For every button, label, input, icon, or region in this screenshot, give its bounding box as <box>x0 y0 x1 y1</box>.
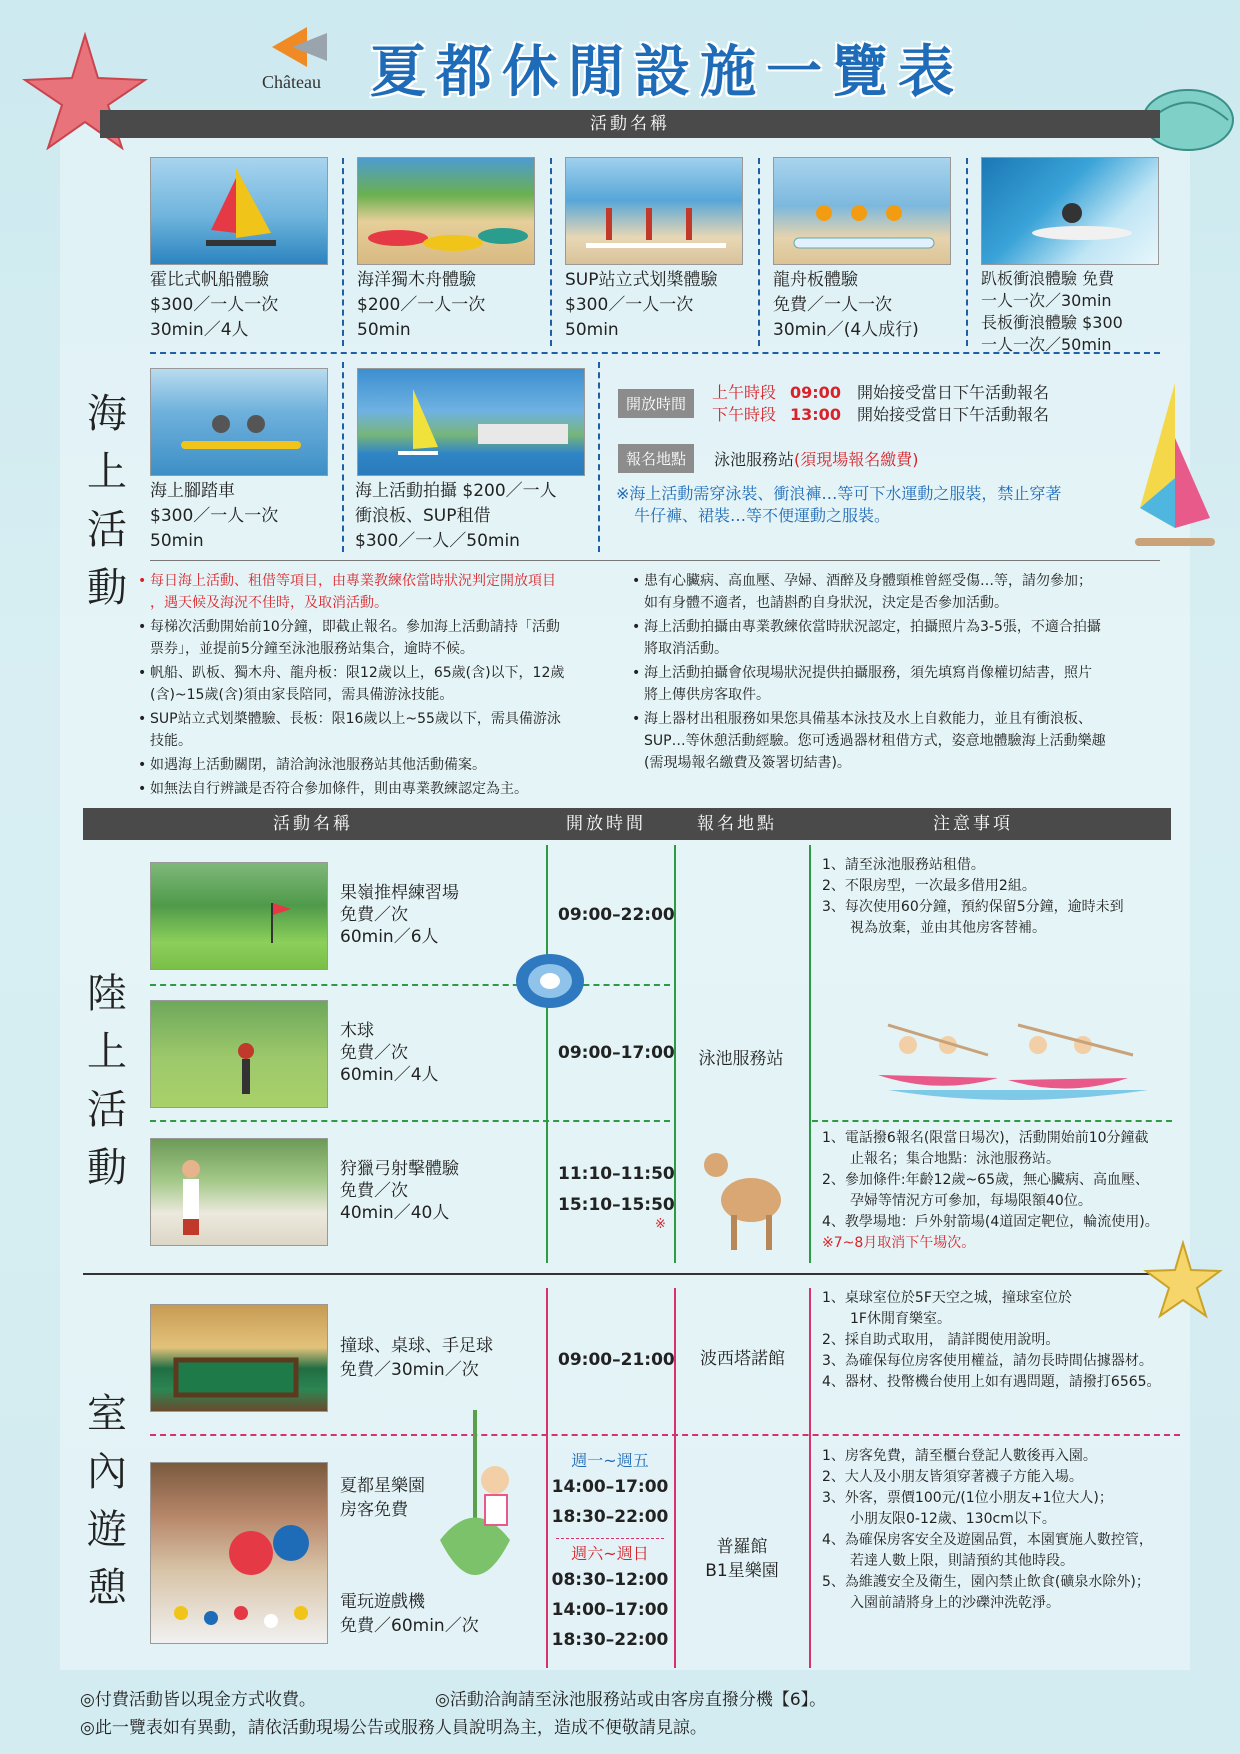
divider <box>550 158 552 346</box>
grid-line <box>674 845 676 1263</box>
caption-line: $200／一人一次 <box>357 295 486 315</box>
rule-line: 每日海上活動、租借等項目，由專業教練依當時狀況判定開放項目 <box>150 573 556 589</box>
rule-item <box>632 616 1164 660</box>
reg-place-note: (須現場報名繳費) <box>794 450 919 469</box>
notes-archery <box>822 1128 1159 1254</box>
sea-label-char: 海 <box>87 391 127 437</box>
notes-kids <box>822 1446 1153 1614</box>
caption-line: 電玩遊戲機 <box>340 1592 425 1612</box>
grid-dash <box>150 1434 1180 1436</box>
caption-surf <box>981 268 1123 356</box>
rules-left <box>138 570 620 802</box>
bullet: • <box>138 665 147 681</box>
notes-golf <box>822 855 1124 939</box>
divider <box>150 352 1160 354</box>
page-title: 夏都休閒設施一覽表 <box>370 40 964 105</box>
caption-line: 免費／一人一次 <box>773 295 892 315</box>
rule-line: 技能。 <box>150 733 192 749</box>
photo-dragon-board <box>773 157 951 265</box>
sea-section-label <box>82 385 132 617</box>
am-slot <box>712 382 1049 404</box>
rule-line: (需現場報名繳費及簽署切結書)。 <box>644 755 851 771</box>
bullet: • <box>138 619 147 635</box>
caption-sup <box>565 268 718 343</box>
photo-sup <box>565 157 743 265</box>
land-label-char: 上 <box>87 1029 127 1075</box>
note-line: 2、大人及小朋友皆須穿著襪子方能入場。 <box>822 1469 1083 1485</box>
swing-girl-illustration <box>410 1410 550 1605</box>
caption-line: 50min <box>565 320 619 340</box>
note-line: 孕婦等情況方可參加，每場限額40位。 <box>850 1193 1092 1209</box>
am-time: 09:00 <box>790 383 841 402</box>
land-label-char: 陸 <box>87 971 127 1017</box>
note-line: 5、為維護安全及衛生，園內禁止飲食(礦泉水除外)； <box>822 1574 1150 1590</box>
grid-dash <box>150 1120 670 1122</box>
divider <box>342 158 344 346</box>
rule-item <box>632 662 1164 706</box>
billiard-table-icon <box>151 1305 327 1411</box>
divider <box>966 158 968 346</box>
deer-illustration <box>686 1135 801 1255</box>
footer-contact: ◎活動洽詢請至泳池服務站或由客房直撥分機【6】。 <box>435 1690 827 1710</box>
note-line: 止報名；集合地點：泳池服務站。 <box>850 1151 1060 1167</box>
note-line: 1、電話撥6報名(限當日場次)，活動開始前10分鐘截 <box>822 1130 1149 1146</box>
rule-line: (含)~15歲(含)須由家長陪同，需具備游泳技能。 <box>150 687 454 703</box>
footer-disclaimer: ◎此一覽表如有異動，請依活動現場公告或服務人員說明為主，造成不便敬請見諒。 <box>80 1718 707 1738</box>
weekend-time-1: 08:30–12:00 <box>551 1570 669 1590</box>
divider <box>342 362 344 552</box>
sailboat-icon <box>358 369 584 475</box>
bullet: • <box>632 711 641 727</box>
photo-kids-park <box>150 1462 328 1644</box>
kids-place-line: 普羅館 <box>716 1537 768 1557</box>
ball-pit-icon <box>151 1463 327 1643</box>
sea-label-char: 動 <box>87 565 127 611</box>
note-line: 2、採自助式取用， 請詳閱使用說明。 <box>822 1332 1060 1348</box>
rule-item <box>138 778 620 800</box>
divider <box>598 362 600 552</box>
weekend-time-2: 14:00–17:00 <box>551 1600 669 1620</box>
note-line: 4、教學場地：戶外射箭場(4道固定靶位，輪流使用)。 <box>822 1214 1159 1230</box>
caption-line: 免費／30min／次 <box>340 1360 479 1380</box>
land-label-char: 動 <box>87 1145 127 1191</box>
pm-label: 下午時段 <box>712 405 777 424</box>
windsurf-icon <box>1130 378 1220 568</box>
kids-place-line: B1星樂園 <box>705 1561 779 1581</box>
note-line: 1、請至泳池服務站租借。 <box>822 857 985 873</box>
rule-line: 將取消活動。 <box>644 641 728 657</box>
rule-item <box>632 708 1164 774</box>
land-label-char: 活 <box>87 1087 127 1133</box>
note-line: 若達人數上限，則請預約其他時段。 <box>850 1553 1074 1569</box>
caption-line: 果嶺推桿練習場 <box>340 883 459 903</box>
divider <box>758 158 760 346</box>
caption-line: 60min／4人 <box>340 1065 439 1085</box>
caption-line: $300／一人一次 <box>565 295 694 315</box>
land-place: 泳池服務站 <box>698 1049 784 1069</box>
bullet: • <box>138 757 147 773</box>
rule-line: SUP站立式划槳體驗、長板：限16歲以上~55歲以下，需具備游泳 <box>150 711 561 727</box>
grid-line <box>546 845 548 1263</box>
weekday-time-1: 14:00–17:00 <box>551 1477 669 1497</box>
note-line: 3、每次使用60分鐘，預約保留5分鐘，逾時未到 <box>822 899 1124 915</box>
grid-dash <box>812 1120 1172 1122</box>
rule-item <box>138 708 620 752</box>
sea-label-char: 活 <box>87 507 127 553</box>
note-line: 1F休閒育樂室。 <box>850 1311 951 1327</box>
time-divider <box>556 1538 664 1539</box>
weekday-label: 週一~週五 <box>571 1451 649 1470</box>
kids-place <box>678 1535 806 1583</box>
sea-header-bar <box>100 110 1160 138</box>
am-label: 上午時段 <box>712 383 777 402</box>
sea-time-list <box>712 382 1049 426</box>
rule-line: 海上活動拍攝會依現場狀況提供拍攝服務，須先填寫肖像權切結書，照片 <box>644 665 1092 681</box>
caption-line: 趴板衝浪體驗 免費 <box>981 269 1115 288</box>
photo-billiards <box>150 1304 328 1412</box>
photo-woodball <box>150 1000 328 1108</box>
caption-line: 龍舟板體驗 <box>773 270 858 290</box>
note-line: 4、為確保房客安全及遊園品質，本園實施人數控管， <box>822 1532 1153 1548</box>
logo-text: Château <box>262 72 321 92</box>
billiards-place: 波西塔諾館 <box>700 1349 785 1369</box>
caption-line: $300／一人／50min <box>355 531 520 551</box>
caption-line: 一人一次／30min <box>981 291 1112 310</box>
woodball-time: 09:00–17:00 <box>558 1043 675 1063</box>
caption-sea-photo <box>355 479 557 554</box>
pm-slot <box>712 404 1049 426</box>
note-line: 3、外客，票價100元/(1位小朋友+1位大人)； <box>822 1490 1113 1506</box>
sailboat-icon <box>151 158 327 264</box>
rule-item <box>632 570 1164 614</box>
photo-kayak <box>357 157 535 265</box>
caption-archery <box>340 1158 459 1224</box>
golf-flag-icon <box>151 863 327 969</box>
indoor-label-char: 室 <box>87 1391 127 1437</box>
caption-line: 50min <box>357 320 411 340</box>
rule-line: 每梯次活動開始前10分鐘，即截止報名。參加海上活動請持「活動 <box>150 619 560 635</box>
caption-billiards <box>340 1334 493 1382</box>
bullet: • <box>138 711 147 727</box>
rule-line: SUP…等休憩活動經驗。您可透過器材租借方式，姿意地體驗海上活動樂趣 <box>644 733 1106 749</box>
note-line: 入園前請將身上的沙礫沖洗乾淨。 <box>850 1595 1060 1611</box>
seabike-icon <box>151 369 327 475</box>
note-line: 3、為確保每位房客使用權益，請勿長時間佔據器材。 <box>822 1353 1153 1369</box>
dress-note <box>616 483 1061 527</box>
caption-line: $300／一人一次 <box>150 506 279 526</box>
caption-line: SUP站立式划槳體驗 <box>565 270 718 290</box>
dragonboard-icon <box>774 158 950 264</box>
land-section-label <box>82 965 132 1197</box>
note-line: 2、不限房型，一次最多借用2組。 <box>822 878 1036 894</box>
golf-time: 09:00–22:00 <box>558 905 675 925</box>
woodball-icon <box>151 1001 327 1107</box>
col-note: 注意事項 <box>933 814 1013 834</box>
col-time: 開放時間 <box>566 814 646 834</box>
reg-place-name: 泳池服務站 <box>714 450 795 469</box>
notes-billiards <box>822 1288 1161 1393</box>
note-line: 1、房客免費，請至櫃台登記人數後再入園。 <box>822 1448 1097 1464</box>
caption-line: 一人一次／50min <box>981 335 1112 354</box>
caption-dragon <box>773 268 919 343</box>
open-time-tag: 開放時間 <box>618 389 694 418</box>
chateau-logo <box>262 25 342 95</box>
col-name: 活動名稱 <box>273 814 353 834</box>
dress-line: 牛仔褲、裙裝…等不便運動之服裝。 <box>634 506 891 525</box>
caption-line: 海上腳踏車 <box>150 481 235 501</box>
grid-line <box>674 1288 676 1668</box>
rule-item <box>138 570 620 614</box>
caption-line: 海上活動拍攝 $200／一人 <box>355 481 557 501</box>
rule-line: 如無法自行辨識是否符合參加條件，則由專業教練認定為主。 <box>150 781 528 797</box>
indoor-label-char: 內 <box>87 1449 127 1495</box>
caption-line: 海洋獨木舟體驗 <box>357 270 476 290</box>
caption-sea-bike <box>150 479 278 554</box>
note-line: 1、桌球室位於5F天空之城，撞球室位於 <box>822 1290 1072 1306</box>
photo-sea-bike <box>150 368 328 476</box>
caption-line: 房客免費 <box>340 1500 408 1520</box>
grid-line <box>809 1288 811 1668</box>
caption-line: 衝浪板、SUP租借 <box>355 506 491 526</box>
caption-line: 60min／6人 <box>340 927 439 947</box>
photo-putting-green <box>150 862 328 970</box>
grid-dash <box>150 984 670 986</box>
note-line: 4、器材、投幣機台使用上如有遇問題，請撥打6565。 <box>822 1374 1161 1390</box>
archery-mark: ※ <box>655 1217 666 1232</box>
caption-golf <box>340 882 459 948</box>
rule-item <box>138 616 620 660</box>
rules-right <box>632 570 1164 776</box>
billiards-time: 09:00–21:00 <box>558 1350 675 1370</box>
footer-payment: ◎付費活動皆以現金方式收費。 <box>80 1690 316 1710</box>
bullet: • <box>138 573 147 589</box>
spiral-shell-icon <box>513 950 588 1012</box>
note-line: 小朋友限0-12歲、130cm以下。 <box>850 1511 1056 1527</box>
rule-line: 將上傳供房客取件。 <box>644 687 770 703</box>
caption-line: $300／一人一次 <box>150 295 279 315</box>
rule-line: 海上器材出租服務如果您具備基本泳技及水上自救能力，並且有衝浪板、 <box>644 711 1092 727</box>
note-line-red: ※7~8月取消下午場次。 <box>822 1235 976 1251</box>
caption-woodball <box>340 1020 439 1086</box>
photo-surfing <box>981 157 1159 265</box>
rule-line: 如遇海上活動關閉，請洽詢泳池服務站其他活動備案。 <box>150 757 486 773</box>
surfboard-icon <box>982 158 1158 264</box>
rule-line: 患有心臟病、高血壓、孕婦、酒醉及身體頸椎曾經受傷…等，請勿參加； <box>644 573 1092 589</box>
grid-line <box>809 845 811 1263</box>
rule-line: ，遇天候及海況不佳時，及取消活動。 <box>150 595 388 611</box>
sea-label-char: 上 <box>87 449 127 495</box>
caption-line: 撞球、桌球、手足球 <box>340 1336 493 1356</box>
caption-line: 免費／次 <box>340 1043 408 1063</box>
bullet: • <box>138 781 147 797</box>
caption-line: 30min／(4人成行) <box>773 320 919 340</box>
table-header-bar <box>83 808 1171 840</box>
rule-line: 票券」，並提前5分鐘至泳池服務站集合，逾時不候。 <box>150 641 474 657</box>
kayak-icon <box>358 158 534 264</box>
caption-line: 木球 <box>340 1021 374 1041</box>
reg-place <box>714 447 919 470</box>
caption-line: 霍比式帆船體驗 <box>150 270 269 290</box>
bullet: • <box>632 619 641 635</box>
section-divider <box>83 1273 1171 1275</box>
sea-header-label: 活動名稱 <box>590 114 670 134</box>
col-place: 報名地點 <box>697 814 777 834</box>
caption-hobie <box>150 268 278 343</box>
caption-line: 50min <box>150 531 204 551</box>
caption-line: 狩獵弓射擊體驗 <box>340 1159 459 1179</box>
caption-kayak <box>357 268 485 343</box>
indoor-section-label <box>82 1385 132 1617</box>
logo-arrow-icon <box>262 25 342 70</box>
caption-line: 免費／60min／次 <box>340 1616 479 1636</box>
caption-line: 40min／40人 <box>340 1203 450 1223</box>
weekend-time-3: 18:30–22:00 <box>551 1630 669 1650</box>
kids-times <box>548 1450 672 1655</box>
rule-line: 如有身體不適者，也請斟酌自身狀況，決定是否參加活動。 <box>644 595 1008 611</box>
dragon-boat-illustration <box>868 1000 1158 1100</box>
caption-line: 免費／次 <box>340 905 408 925</box>
caption-line: 夏都星樂園 <box>340 1476 425 1496</box>
weekday-time-2: 18:30–22:00 <box>551 1507 669 1527</box>
paddleboard-icon <box>566 158 742 264</box>
caption-line: 長板衝浪體驗 $300 <box>981 313 1123 332</box>
caption-line: 免費／次 <box>340 1181 408 1201</box>
weekend-label: 週六~週日 <box>571 1544 649 1563</box>
indoor-label-char: 憩 <box>87 1565 127 1611</box>
note-line: 視為放棄，並由其他房客替補。 <box>850 920 1046 936</box>
photo-hobie-sailing <box>150 157 328 265</box>
photo-sea-photo <box>357 368 585 476</box>
note-line: 2、參加條件:年齡12歲~65歲，無心臟病、高血壓、 <box>822 1172 1149 1188</box>
rules-divider <box>150 560 1160 561</box>
archery-time-2: 15:10–15:50 <box>558 1195 675 1215</box>
pm-desc: 開始接受當日下午活動報名 <box>856 405 1049 424</box>
photo-archery <box>150 1138 328 1246</box>
bullet: • <box>632 573 641 589</box>
archery-icon <box>151 1139 327 1245</box>
pm-time: 13:00 <box>790 405 841 424</box>
am-desc: 開始接受當日下午活動報名 <box>856 383 1049 402</box>
reg-place-tag: 報名地點 <box>618 444 694 473</box>
dress-line: ※海上活動需穿泳裝、衝浪褲…等可下水運動之服裝，禁止穿著 <box>616 484 1062 503</box>
archery-time-1: 11:10–11:50 <box>558 1164 675 1184</box>
indoor-label-char: 遊 <box>87 1507 127 1553</box>
rule-item <box>138 754 620 776</box>
caption-line: 30min／4人 <box>150 320 249 340</box>
rule-line: 帆船、趴板、獨木舟、龍舟板：限12歲以上，65歲(含)以下，12歲 <box>150 665 565 681</box>
bullet: • <box>632 665 641 681</box>
rule-item <box>138 662 620 706</box>
rule-line: 海上活動拍攝由專業教練依當時狀況認定，拍攝照片為3-5張，不適合拍攝 <box>644 619 1101 635</box>
